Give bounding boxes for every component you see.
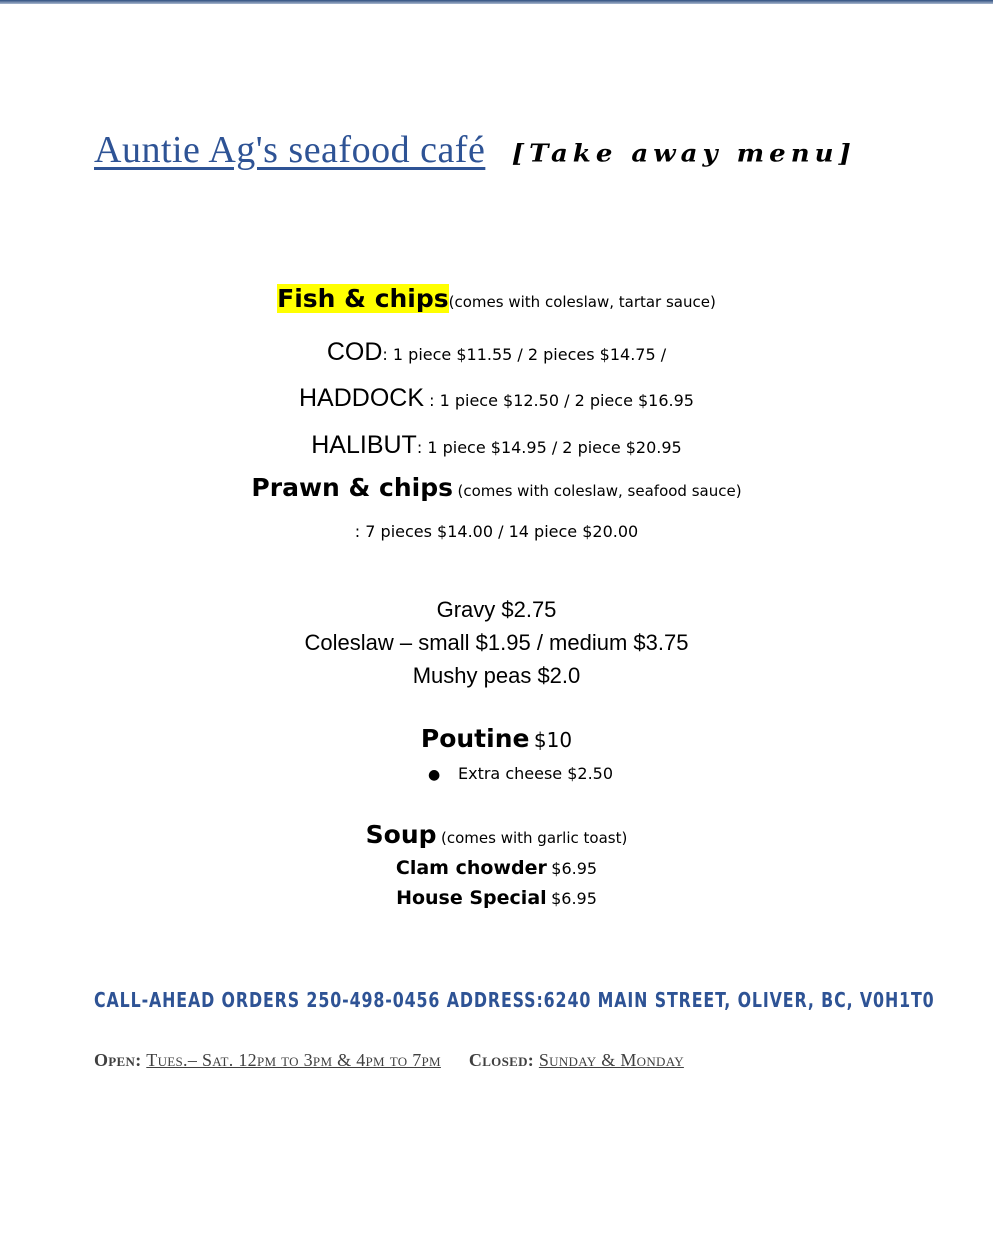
poutine-extra-item — [428, 764, 613, 783]
poutine-price: $10 — [533, 728, 573, 752]
poutine-title: Poutine — [420, 724, 530, 753]
soup-item-clam-chowder — [0, 857, 993, 879]
side-coleslaw-prices: small $1.95 / medium $3.75 — [418, 630, 689, 655]
poutine-extra-text: Extra cheese $2.50 — [458, 764, 614, 783]
fish-chips-heading-row — [0, 284, 993, 313]
item-prices: : 1 piece $11.55 / 2 pieces $14.75 / — [382, 345, 667, 364]
prawn-chips-title: Prawn & chips — [251, 473, 454, 502]
side-gravy — [0, 597, 993, 623]
opening-hours — [94, 1050, 924, 1071]
soup-item-price: $6.95 — [551, 889, 597, 908]
side-gravy-text: Gravy $2.75 — [436, 597, 557, 622]
open-hours: Tues.– Sat. 12pm to 3pm & 4pm to 7pm — [146, 1050, 441, 1070]
item-prices: : 1 piece $12.50 / 2 piece $16.95 — [424, 391, 694, 410]
fish-chips-note: (comes with coleslaw, tartar sauce) — [448, 293, 716, 311]
side-coleslaw — [0, 630, 993, 656]
soup-item-name: House Special — [396, 887, 547, 909]
side-mushy-peas-text: Mushy peas $2.0 — [412, 663, 581, 688]
prawn-chips-heading-row — [0, 473, 993, 502]
soup-item-name: Clam chowder — [395, 857, 547, 879]
menu-item-haddock — [0, 384, 993, 413]
prawn-chips-prices — [0, 522, 993, 542]
soup-heading-row — [0, 820, 993, 849]
item-name: COD — [326, 338, 383, 366]
item-name: HALIBUT — [311, 431, 417, 459]
bullet-icon: ● — [428, 767, 441, 783]
item-name: HADDOCK — [299, 384, 425, 412]
side-coleslaw-name: Coleslaw – — [304, 630, 419, 655]
side-mushy-peas — [0, 663, 993, 689]
closed-label: Closed: — [468, 1050, 539, 1070]
soup-item-price: $6.95 — [551, 859, 598, 878]
menu-item-halibut — [0, 431, 993, 460]
menu-item-cod — [0, 338, 993, 367]
open-label: Open: — [94, 1050, 147, 1070]
menu-type: [Take away menu] — [511, 139, 856, 169]
title-row — [94, 128, 924, 172]
soup-title: Soup — [365, 820, 437, 849]
poutine-row — [0, 724, 993, 753]
page-top-border — [0, 0, 993, 4]
item-prices: : 7 pieces $14.00 / 14 piece $20.00 — [354, 522, 639, 541]
soup-note: (comes with garlic toast) — [441, 829, 628, 847]
cafe-name: Auntie Ag's seafood café — [94, 129, 486, 171]
closed-days: Sunday & Monday — [538, 1050, 684, 1070]
item-prices: : 1 piece $14.95 / 2 piece $20.95 — [416, 438, 682, 457]
soup-item-house-special — [0, 887, 993, 909]
prawn-chips-note: (comes with coleslaw, seafood sauce) — [457, 482, 742, 500]
fish-chips-title: Fish & chips — [277, 284, 449, 313]
call-ahead-address: CALL-AHEAD ORDERS 250-498-0456 ADDRESS:6240 MAIN STREET, OLIVER, BC, V0H1T0 — [94, 988, 935, 1012]
